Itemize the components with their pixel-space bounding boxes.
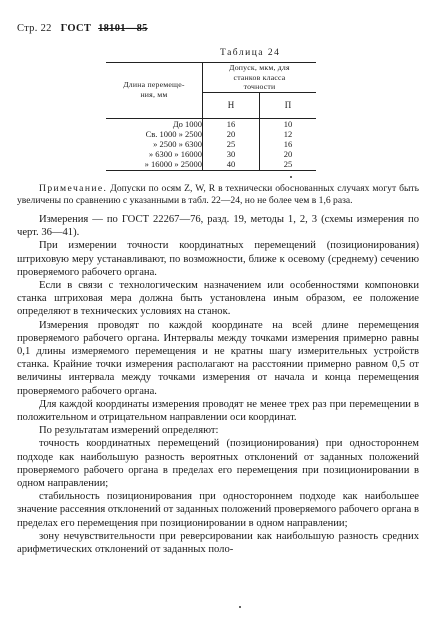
tolerance-table xyxy=(106,62,316,171)
table-row xyxy=(106,149,316,159)
standard-number: 18101—85 xyxy=(98,23,148,34)
page-header xyxy=(17,23,148,34)
table-row xyxy=(106,129,316,139)
table-note xyxy=(17,183,419,206)
paragraph: Измерения — по ГОСТ 22267—76, разд. 19, методы 1, 2, 3 (схемы измерения по черт. 36—41). xyxy=(17,214,419,239)
column-header-class-p: П xyxy=(260,92,317,118)
print-speck xyxy=(290,176,292,178)
cell-tolerance-h: 16 xyxy=(203,118,260,129)
table-row xyxy=(106,139,316,149)
cell-tolerance-h: 20 xyxy=(203,129,260,139)
column-header-class-h: Н xyxy=(203,92,260,118)
cell-length: До 1000 xyxy=(106,118,203,129)
cell-tolerance-h: 40 xyxy=(203,159,260,170)
cell-tolerance-p: 12 xyxy=(283,128,293,139)
cell-tolerance-p: 16 xyxy=(283,139,293,149)
standard-label: ГОСТ xyxy=(60,23,92,34)
note-text: Допуски по осям Z, W, R в технически обоснованных случаях могут быть увеличены по сравнению с указанными в табл. 22—24, но не более чем в 1,6 раза. xyxy=(17,183,419,206)
paragraph: Измерения проводят по каждой координате на всей длине перемещения проверяемого рабочего органа. Интервалы между точками измерения примерно равны 0,1 длины измеряемого перемещения и не кратны шагу измерительных устройств станка. Крайние точки измерения располагают на расстоянии примерно равном 0,5 от величины интервала между точками измерения от начала и конца перемещения проверяемого рабочего органа. xyxy=(17,319,419,397)
cell-tolerance-h: 25 xyxy=(203,139,260,149)
table-title: Таблица 24 xyxy=(220,48,281,58)
paragraph: Для каждой координаты измерения проводят не менее трех раз при перемещении в положительном и отрицательном направлении оси координат. xyxy=(17,398,419,424)
page-number: Стр. 22 xyxy=(17,23,52,34)
paragraph: стабильность позиционирования при одностороннем подходе как наибольшее значение рассеяния отклонений от заданных положений проверяемого рабочего органа в пределах его перемещения при позиционировании в одном направлении; xyxy=(17,491,419,529)
cell-length: » 16000 » 25000 xyxy=(106,159,203,170)
column-header-tolerance-text: Допуск, мкм, для станков класса точности xyxy=(229,63,290,91)
paragraph: зону нечувствительности при реверсировании как наибольшую разность средних арифметических отклонений от заданных поло- xyxy=(17,530,419,556)
paragraph: точность координатных перемещений (позиционирования) при одностороннем подходе как наибольшую разность вероятных отклонений от заданных положений проверяемого рабочего органа в пределах его перемещения при позиционировании в одном направлении; xyxy=(17,438,419,490)
cell-tolerance-p: 20 xyxy=(283,149,293,160)
paragraph: По результатам измерений определяют: xyxy=(39,425,219,437)
table-row xyxy=(106,159,316,170)
cell-length: Св. 1000 » 2500 xyxy=(106,129,203,139)
paragraph: Если в связи с технологическим назначением или особенностями компоновки станка штриховая мера должна быть установлена иным образом, ее положение определяют в технических условиях на станок. xyxy=(17,280,419,318)
cell-length: » 2500 » 6300 xyxy=(106,139,203,149)
cell-tolerance-p: 10 xyxy=(283,118,293,129)
body-text xyxy=(17,183,419,556)
table-row xyxy=(106,118,316,129)
cell-tolerance-p: 25 xyxy=(260,159,317,170)
paragraph: При измерении точности координатных перемещений (позиционирования) штриховую меру устанавливают, по возможности, ближе к осевому (среднему) сечению проверяемого рабочего органа. xyxy=(17,240,419,278)
note-label: Примечание. xyxy=(39,183,108,194)
cell-length: » 6300 » 16000 xyxy=(106,149,203,159)
column-header-length xyxy=(106,63,203,119)
column-header-length-text: Длина перемеще- ния, мм xyxy=(123,80,185,100)
print-speck xyxy=(239,606,241,608)
column-header-tolerance xyxy=(203,63,317,93)
cell-tolerance-h: 30 xyxy=(203,149,260,159)
